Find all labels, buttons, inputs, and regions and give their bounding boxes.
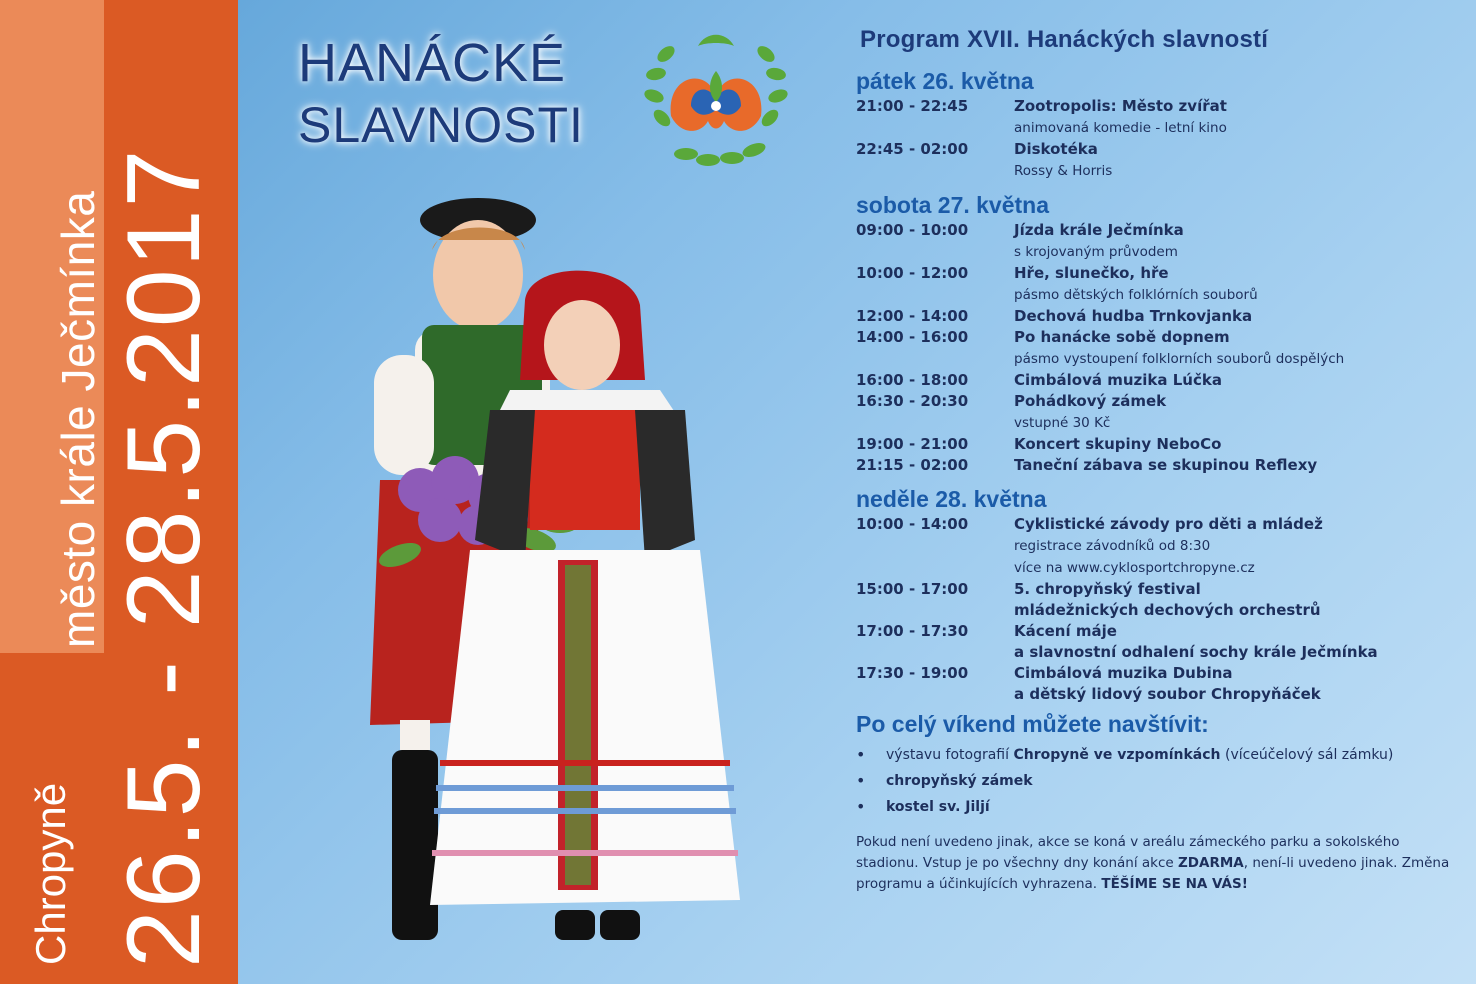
- program-title: Program XVII. Hanáckých slavností: [860, 26, 1269, 53]
- event-sub: registrace závodníků od 8:30: [1014, 538, 1211, 554]
- event-time: 19:00 - 21:00: [856, 435, 969, 453]
- side-band: [0, 0, 238, 984]
- event-row: [856, 663, 1456, 705]
- event-row: [856, 306, 1456, 327]
- footer-note: [856, 832, 1456, 895]
- event-time: 16:30 - 20:30: [856, 392, 969, 410]
- festival-logo-text: [298, 32, 584, 156]
- event-row: [856, 263, 1456, 306]
- logo-line-2: SLAVNOSTI: [298, 97, 584, 153]
- event-time: 15:00 - 17:00: [856, 580, 969, 598]
- note-closing: TĚŠÍME SE NA VÁS!: [1101, 876, 1248, 892]
- event-name: Po hanácke sobě dopnem: [1014, 328, 1230, 346]
- event-name: Koncert skupiny NeboCo: [1014, 435, 1222, 453]
- event-row: [856, 220, 1456, 263]
- logo-line-1: HANÁCKÉ: [298, 33, 567, 93]
- event-sub: animovaná komedie - letní kino: [1014, 120, 1227, 136]
- event-sub: Rossy & Horris: [1014, 163, 1113, 179]
- event-sub: s krojovaným průvodem: [1014, 244, 1178, 260]
- event-name: Dechová hudba Trnkovjanka: [1014, 307, 1253, 325]
- event-name: Pohádkový zámek: [1014, 392, 1167, 410]
- bullet-icon: •: [856, 797, 866, 816]
- bullet-icon: •: [856, 771, 866, 790]
- event-time: 22:45 - 02:00: [856, 140, 969, 158]
- weekend-item: [856, 768, 1456, 794]
- day-heading-sunday: neděle 28. května: [856, 486, 1047, 512]
- event-sub-link: více na www.cyklosportchropyne.cz: [1014, 560, 1255, 576]
- event-row: [856, 370, 1456, 391]
- event-time: 10:00 - 14:00: [856, 515, 969, 533]
- folk-ornament-icon: [636, 26, 796, 171]
- event-time: 21:00 - 22:45: [856, 97, 969, 115]
- event-row: [856, 96, 1456, 139]
- event-name-cont: mládežnických dechových orchestrů: [1014, 601, 1321, 619]
- program-panel: [856, 26, 1456, 895]
- weekend-heading: Po celý víkend můžete navštívit:: [856, 711, 1209, 737]
- note-text: Pokud není uvedeno jinak, akce se koná v areálu zámeckého parku a sokolského stadionu. Vstup je po všechny dny konání akce: [856, 834, 1400, 871]
- event-time: 21:15 - 02:00: [856, 456, 969, 474]
- event-name-cont: a dětský lidový soubor Chropyňáček: [1014, 685, 1321, 703]
- event-row: [856, 391, 1456, 434]
- town-subtitle: město krále Ječmínka: [52, 190, 104, 648]
- event-name: Cimbálová muzika Lúčka: [1014, 371, 1222, 389]
- weekend-item-note: (víceúčelový sál zámku): [1220, 747, 1394, 763]
- event-name: Cimbálová muzika Dubina: [1014, 664, 1233, 682]
- event-row: [856, 455, 1456, 476]
- weekend-item-text: chropyňský zámek: [886, 773, 1033, 789]
- event-row: [856, 514, 1456, 579]
- event-name: 5. chropyňský festival: [1014, 580, 1201, 598]
- event-sub: pásmo vystoupení folklorních souborů dospělých: [1014, 351, 1345, 367]
- event-name: Cyklistické závody pro děti a mládež: [1014, 515, 1323, 533]
- children-folk-costume-photo: [360, 180, 750, 955]
- event-row: [856, 579, 1456, 621]
- event-row: [856, 327, 1456, 370]
- event-time: 09:00 - 10:00: [856, 221, 969, 239]
- day-heading-saturday: sobota 27. května: [856, 192, 1050, 218]
- event-name: Diskotéka: [1014, 140, 1098, 158]
- event-row: [856, 434, 1456, 455]
- weekend-item-text: kostel sv. Jiljí: [886, 799, 990, 815]
- event-time: 12:00 - 14:00: [856, 307, 969, 325]
- event-name: Zootropolis: Město zvířat: [1014, 97, 1227, 115]
- weekend-item: [856, 794, 1456, 820]
- event-time: 16:00 - 18:00: [856, 371, 969, 389]
- event-sub: pásmo dětských folklórních souborů: [1014, 287, 1258, 303]
- event-sub: vstupné 30 Kč: [1014, 415, 1111, 431]
- event-name: Kácení máje: [1014, 622, 1117, 640]
- day-heading-friday: pátek 26. května: [856, 68, 1034, 94]
- weekend-item-text: výstavu fotografií: [886, 747, 1014, 763]
- weekend-item-bold: Chropyně ve vzpomínkách: [1013, 747, 1221, 763]
- event-name-cont: a slavnostní odhalení sochy krále Ječmínka: [1014, 643, 1378, 661]
- event-row: [856, 621, 1456, 663]
- event-name: Jízda krále Ječmínka: [1014, 221, 1184, 239]
- note-text-2: , není-li uvedeno jinak. Změna programu a účinkujících vyhrazena.: [856, 855, 1450, 892]
- bullet-icon: •: [856, 745, 866, 764]
- event-time: 17:00 - 17:30: [856, 622, 969, 640]
- event-name: Taneční zábava se skupinou Reflexy: [1014, 456, 1318, 474]
- event-row: [856, 139, 1456, 182]
- festival-dates: 26.5. - 28.5.2017: [106, 147, 222, 968]
- town-name: Chropyně: [27, 782, 74, 965]
- event-time: 10:00 - 12:00: [856, 264, 969, 282]
- weekend-item: [856, 742, 1456, 768]
- event-time: 14:00 - 16:00: [856, 328, 969, 346]
- event-time: 17:30 - 19:00: [856, 664, 969, 682]
- note-free-entry: ZDARMA: [1178, 855, 1244, 871]
- event-name: Hře, slunečko, hře: [1014, 264, 1169, 282]
